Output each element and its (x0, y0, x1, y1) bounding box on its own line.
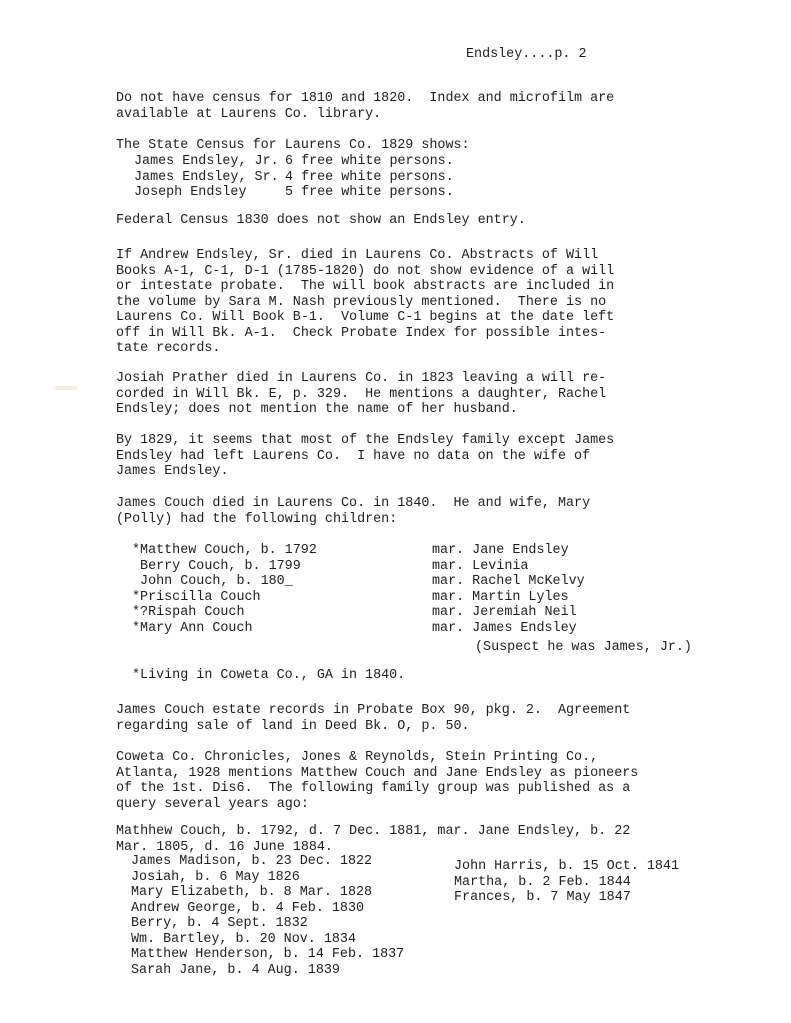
text-line: tate records. (116, 341, 221, 356)
census-note-paragraph (116, 91, 614, 122)
child-name: *Mary Ann Couch (132, 620, 253, 636)
james-couch-paragraph (116, 496, 590, 527)
grandchild-entry: Wm. Bartley, b. 20 Nov. 1834 (131, 931, 356, 947)
child-row (132, 605, 585, 621)
text-line: James Couch died in Laurens Co. in 1840. He and wife, Mary (116, 496, 591, 511)
text-line: James Couch estate records in Probate Box 90, pkg. 2. Agreement (116, 703, 631, 718)
text-line: Mar. 1805, d. 16 June 1884. (116, 839, 333, 855)
grandchildren-right-column (454, 859, 679, 906)
coweta-paragraph (116, 750, 638, 812)
census-count: 4 free white persons. (285, 169, 454, 185)
text-line: If Andrew Endsley, Sr. died in Laurens Co. Abstracts of Will (116, 248, 599, 263)
child-name: Berry Couch, b. 1799 (132, 558, 301, 574)
grandchild-entry: James Madison, b. 23 Dec. 1822 (131, 854, 373, 869)
will-books-paragraph (116, 248, 614, 357)
child-spouse: mar. Jane Endsley (432, 543, 569, 558)
state-census-row (134, 154, 454, 170)
state-census-row (134, 170, 454, 186)
text-line: Laurens Co. Will Book B-1. Volume C-1 begins at the date left (116, 310, 615, 325)
text-line: of the 1st. Dis6. The following family group was published as a (116, 781, 631, 796)
by-1829-paragraph (116, 433, 614, 480)
grandchild-entry: Berry, b. 4 Sept. 1832 (131, 916, 308, 931)
suspect-note: (Suspect he was James, Jr.) (475, 640, 692, 655)
state-census-row (134, 185, 454, 201)
text-line: Do not have census for 1810 and 1820. Index and microfilm are (116, 91, 615, 106)
child-spouse: mar. Jeremiah Neil (432, 605, 577, 621)
child-name: *?Rispah Couch (132, 605, 245, 621)
text-line: Atlanta, 1928 mentions Matthew Couch and Jane Endsley as pioneers (116, 765, 639, 781)
josiah-prather-paragraph (116, 371, 606, 418)
text-line: James Endsley. (116, 464, 229, 479)
federal-census-note: Federal Census 1830 does not show an Endsley entry. (116, 213, 526, 228)
census-count: 5 free white persons. (285, 185, 454, 201)
child-row (132, 574, 585, 590)
grandchild-entry: Martha, b. 2 Feb. 1844 (454, 874, 631, 890)
state-census-intro: The State Census for Laurens Co. 1829 shows: (116, 138, 470, 153)
couch-children-list (132, 543, 585, 637)
text-line: Endsley; does not mention the name of her husband. (116, 402, 518, 417)
child-spouse: mar. Rachel McKelvy (432, 574, 585, 590)
child-row (132, 621, 585, 637)
grandchildren-left-column (131, 854, 404, 978)
child-spouse: mar. Levinia (432, 558, 529, 574)
grandchild-entry: Matthew Henderson, b. 14 Feb. 1837 (131, 947, 405, 962)
census-name: Joseph Endsley (134, 185, 247, 201)
text-line: corded in Will Bk. E, p. 329. He mentions a daughter, Rachel (116, 386, 607, 402)
child-name: *Priscilla Couch (132, 589, 261, 605)
paper-smudge (55, 386, 77, 390)
census-count: 6 free white persons. (285, 154, 454, 169)
census-name: James Endsley, Sr. (134, 169, 279, 185)
text-line: regarding sale of land in Deed Bk. O, p. 50. (116, 718, 470, 734)
child-name: John Couch, b. 180_ (132, 574, 293, 590)
text-line: Books A-1, C-1, D-1 (1785-1820) do not show evidence of a will (116, 263, 615, 279)
child-name: *Matthew Couch, b. 1792 (132, 543, 317, 558)
text-line: Coweta Co. Chronicles, Jones & Reynolds, Stein Printing Co., (116, 750, 599, 765)
grandchild-entry: Frances, b. 7 May 1847 (454, 890, 631, 905)
child-spouse: mar. James Endsley (432, 620, 577, 636)
text-line: Endsley had left Laurens Co. I have no data on the wife of (116, 448, 591, 464)
text-line: Josiah Prather died in Laurens Co. in 1823 leaving a will re- (116, 371, 607, 386)
living-note: *Living in Coweta Co., GA in 1840. (132, 668, 406, 683)
estate-records-paragraph (116, 703, 630, 734)
child-row (132, 543, 585, 559)
grandchild-entry: Josiah, b. 6 May 1826 (131, 869, 300, 885)
matthew-family-heading (116, 824, 630, 855)
text-line: the volume by Sara M. Nash previously mentioned. There is no (116, 294, 607, 310)
state-census-table (134, 154, 454, 201)
grandchild-entry: Andrew George, b. 4 Feb. 1830 (131, 900, 365, 916)
page-reference: Endsley....p. 2 (466, 47, 587, 62)
text-line: By 1829, it seems that most of the Endsley family except James (116, 433, 615, 448)
text-line: query several years ago: (116, 796, 309, 812)
child-row (132, 559, 585, 575)
text-line: off in Will Bk. A-1. Check Probate Index for possible intes- (116, 325, 607, 341)
text-line: or intestate probate. The will book abstracts are included in (116, 279, 615, 294)
census-name: James Endsley, Jr. (134, 154, 279, 169)
text-line: available at Laurens Co. library. (116, 106, 382, 122)
text-line: Mathhew Couch, b. 1792, d. 7 Dec. 1881, mar. Jane Endsley, b. 22 (116, 824, 631, 839)
grandchild-entry: Sarah Jane, b. 4 Aug. 1839 (131, 962, 340, 978)
child-spouse: mar. Martin Lyles (432, 589, 569, 605)
text-line: (Polly) had the following children: (116, 511, 398, 527)
grandchild-entry: John Harris, b. 15 Oct. 1841 (454, 859, 679, 874)
child-row (132, 590, 585, 606)
grandchild-entry: Mary Elizabeth, b. 8 Mar. 1828 (131, 885, 373, 900)
